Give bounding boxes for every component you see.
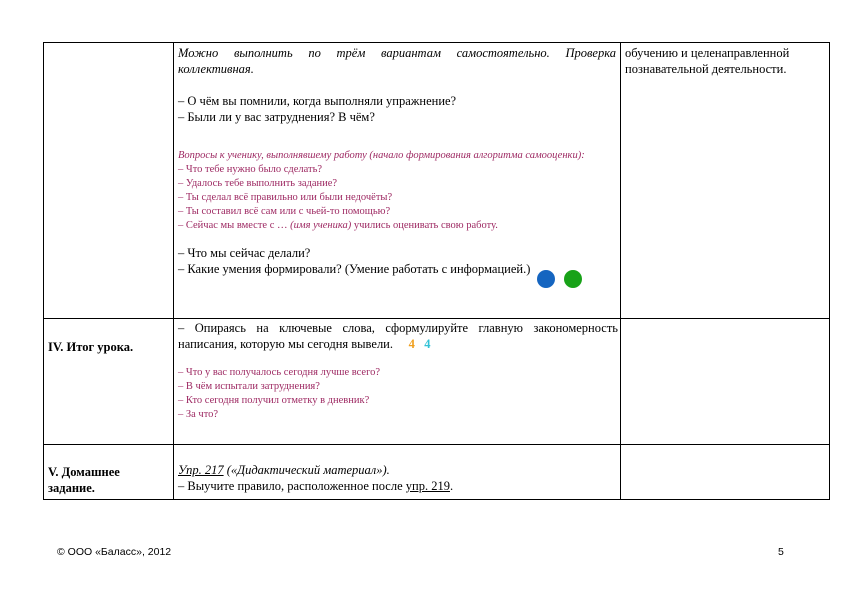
question-remembered: – О чём вы помнили, когда выполняли упражнение? bbox=[178, 94, 457, 108]
reflection-question: – В чём испытали затруднения? bbox=[178, 381, 320, 392]
reflection-question: – За что? bbox=[178, 409, 219, 420]
task-instruction: Можно выполнить по трём вариантам самостоятельно. Проверка коллективная. bbox=[178, 46, 616, 76]
row-divider bbox=[44, 318, 829, 319]
row-divider bbox=[44, 444, 829, 445]
summary-task: – Опираясь на ключевые слова, сформулируйте главную закономерность написания, которую мы сегодня вывели. 4 4 bbox=[178, 321, 618, 351]
page-number: 5 bbox=[778, 546, 784, 558]
number-marker: 4 bbox=[408, 337, 415, 351]
student-question: – Ты составил всё сам или с чьей-то помощью? bbox=[178, 206, 391, 217]
question-what-doing: – Что мы сейчас делали? bbox=[178, 246, 311, 260]
row3-content-cell bbox=[178, 462, 618, 494]
exercise-link[interactable]: Упр. 217 bbox=[178, 463, 224, 477]
green-circle-icon bbox=[564, 270, 582, 288]
row1-goal-cell bbox=[625, 45, 825, 77]
exercise-link[interactable]: упр. 219 bbox=[405, 479, 450, 493]
column-divider bbox=[173, 43, 174, 499]
student-question: – Удалось тебе выполнить задание? bbox=[178, 178, 338, 189]
copyright: © ООО «Баласс», 2012 bbox=[57, 546, 172, 558]
student-question: – Ты сделал всё правильно или были недочёты? bbox=[178, 192, 393, 203]
goal-text: обучению и целенаправленной познавательной деятельности. bbox=[625, 46, 790, 76]
row3-stage-cell bbox=[48, 464, 170, 496]
lesson-table bbox=[43, 42, 830, 500]
student-question-self-evaluation: – Сейчас мы вместе с … (имя ученика) учились оценивать свою работу. bbox=[178, 220, 498, 231]
question-skills: – Какие умения формировали? (Умение работать с информацией.) bbox=[178, 262, 531, 276]
row2-content-cell bbox=[178, 320, 618, 422]
homework-rule: – Выучите правило, расположенное после упр. 219. bbox=[178, 479, 454, 493]
row2-stage-cell bbox=[48, 339, 170, 355]
reflection-question: – Что у вас получалось сегодня лучше всего? bbox=[178, 367, 381, 378]
column-divider bbox=[620, 43, 621, 499]
row1-content-cell bbox=[178, 45, 616, 277]
homework-exercise: Упр. 217 («Дидактический материал»). bbox=[178, 463, 390, 477]
stage-title-line1: V. Домашнее bbox=[48, 465, 120, 479]
reflection-question: – Кто сегодня получил отметку в дневник? bbox=[178, 395, 370, 406]
number-marker: 4 bbox=[424, 337, 431, 351]
student-questions-intro: Вопросы к ученику, выполнявшему работу (начало формирования алгоритма самооценки): bbox=[178, 150, 585, 161]
stage-title-line2: задание. bbox=[48, 481, 95, 495]
blue-circle-icon bbox=[537, 270, 555, 288]
student-question: – Что тебе нужно было сделать? bbox=[178, 164, 323, 175]
question-difficulties: – Были ли у вас затруднения? В чём? bbox=[178, 110, 375, 124]
stage-title: IV. Итог урока. bbox=[48, 340, 134, 354]
